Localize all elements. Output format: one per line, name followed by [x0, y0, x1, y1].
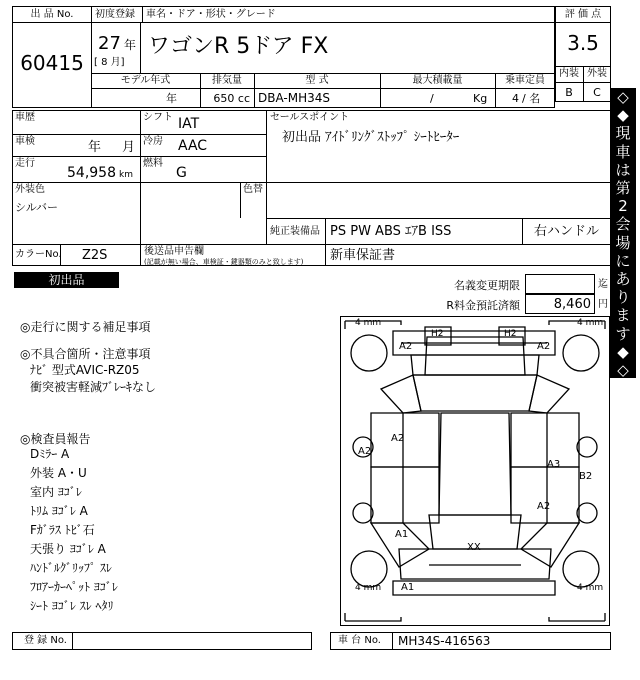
type-label: 型 式	[305, 75, 329, 86]
car-name: ワゴンR 5ドア FX	[148, 34, 329, 59]
mark-left-fender: A2	[358, 446, 372, 457]
capacity-unit: / 名	[522, 92, 541, 105]
aftermarket-note: (記載が無い場合、車検証・鍵器類のみと致します)	[144, 258, 304, 266]
mark-front-bumper-right: A2	[537, 341, 551, 352]
max-load-unit: Kg	[473, 92, 488, 105]
mark-left-front-door: A2	[391, 433, 405, 444]
inspection-month: 月	[122, 140, 136, 155]
mileage-label: 走行	[15, 158, 35, 169]
side-banner-char: ◇	[617, 88, 629, 106]
side-banner-char: は	[615, 160, 631, 179]
side-banner-char: あ	[615, 270, 631, 289]
grade-score: 3.5	[567, 31, 599, 55]
side-banner-char: 車	[615, 142, 631, 161]
mark-right-rear-door: A3	[547, 459, 561, 470]
max-load-slash: /	[430, 92, 434, 105]
first-reg-label: 初度登録	[95, 9, 135, 20]
max-load-label: 最大積載量	[412, 75, 463, 86]
tire-rear-left: 4 mm	[355, 583, 382, 593]
reg-month: [ 8 月]	[94, 57, 125, 68]
lot-no-label: 出 品 No.	[30, 9, 74, 20]
side-banner-char: ◆	[617, 106, 629, 125]
genuine-equipment: PS PW ABS ｴｱB ISS	[330, 224, 452, 239]
steering-side: 右ハンドル	[533, 224, 599, 239]
sales-points: 初出品 ｱｲﾄﾞﾘﾝｸﾞｽﾄｯﾌﾟ ｼｰﾄﾋｰﾀｰ	[282, 130, 460, 145]
name-change-unit: 迄	[598, 279, 608, 290]
recolor-label: 色替	[243, 184, 263, 195]
aftermarket-label: 後送品申告欄	[144, 246, 204, 257]
mark-left-sill: A1	[395, 529, 409, 540]
history-label: 車歴	[15, 112, 35, 123]
car-info-label: 車名・ドア・形状・グレード	[146, 9, 276, 20]
mark-headlight-left: H2	[431, 329, 444, 339]
grade-label: 評 価 点	[564, 9, 602, 20]
side-banner-char: ◇	[617, 361, 629, 380]
model-year-unit: 年	[166, 92, 177, 105]
side-banner-char: 2	[618, 197, 628, 216]
fuel-value: G	[176, 165, 187, 181]
ext-color-label: 外装色	[15, 184, 45, 195]
inspector-line: 天張り ﾖｺﾞﾚ A	[30, 542, 106, 556]
capacity-label: 乗車定員	[505, 75, 545, 86]
mark-right-fender: A2	[537, 501, 551, 512]
mark-right-rear-panel: B2	[579, 471, 593, 482]
car-outline	[341, 317, 609, 625]
recycle-amount: 8,460	[553, 297, 591, 312]
ext-color-value: シルバー	[15, 201, 58, 214]
chassis-label: 車 台 No.	[338, 635, 381, 646]
first-listing-banner: 初出品	[14, 272, 119, 288]
color-no-label: カラーNo.	[15, 249, 62, 260]
inspector-line: Fｶﾞﾗｽ ﾄﾋﾞ石	[30, 523, 95, 537]
side-banner-char: 会	[615, 215, 631, 234]
side-banner-char: 現	[615, 124, 631, 143]
capacity: 4	[512, 92, 519, 105]
reg-year: 27	[98, 33, 121, 54]
inspection-year: 年	[88, 140, 102, 155]
inspector-line: ﾊﾝﾄﾞﾙｸﾞﾘｯﾌﾟ ｽﾚ	[30, 561, 112, 575]
interior-grade: B	[565, 86, 573, 99]
aircon-value: AAC	[178, 138, 208, 154]
displacement: 650 cc	[213, 92, 250, 105]
side-banner-char: す	[615, 324, 631, 343]
inspector-header: ◎検査員報告	[20, 432, 91, 446]
displacement-label: 排気量	[212, 75, 242, 86]
defect-line: 衝突被害軽減ﾌﾞﾚｰｷなし	[30, 380, 157, 394]
mark-headlight-right: H2	[504, 329, 517, 339]
exterior-grade: C	[593, 86, 601, 99]
aircon-label: 冷房	[143, 136, 163, 147]
tire-rear-right: 4 mm	[577, 583, 604, 593]
exterior-label: 外装	[587, 68, 607, 79]
side-banner-char: ま	[615, 306, 631, 325]
recycle-label: R料金預託済額	[446, 299, 520, 312]
model-year-label: モデル年式	[120, 75, 171, 86]
recycle-unit: 円	[598, 299, 608, 310]
defects-header: ◎不具合箇所・注意事項	[20, 347, 151, 361]
inspector-line: ﾄﾘﾑ ﾖｺﾞﾚ A	[30, 504, 88, 518]
inspector-line: ｼｰﾄ ﾖｺﾞﾚ ｽﾚ ﾍﾀﾘ	[30, 599, 114, 613]
reg-no-label: 登 録 No.	[24, 635, 67, 646]
inspection-label: 車検	[15, 136, 35, 147]
sales-points-label: セールスポイント	[270, 112, 350, 123]
mark-rear-glass: XX	[467, 542, 481, 553]
vehicle-type: DBA-MH34S	[258, 91, 331, 105]
name-change-field	[525, 274, 595, 294]
inspector-line: 室内 ﾖｺﾞﾚ	[30, 485, 82, 499]
side-banner-char: 場	[615, 233, 631, 252]
mark-front-bumper-left: A2	[399, 341, 413, 352]
inspector-line: 外装 A・U	[30, 466, 87, 480]
side-banner-char: に	[615, 251, 631, 270]
tire-front-right: 4 mm	[577, 318, 604, 328]
shift-value: IAT	[178, 116, 200, 132]
tire-front-left: 4 mm	[355, 318, 382, 328]
side-banner-char: り	[615, 288, 631, 307]
inspector-line: Dﾐﾗｰ A	[30, 447, 70, 461]
shift-label: シフト	[143, 112, 173, 123]
mileage-value: 54,958	[67, 165, 116, 181]
damage-diagram	[340, 316, 610, 626]
mileage-unit: km	[119, 170, 133, 180]
reg-year-unit: 年	[124, 38, 137, 52]
supplement-header: ◎走行に関する補足事項	[20, 320, 151, 334]
mark-rear-bumper-left: A1	[401, 582, 415, 593]
interior-label: 内装	[559, 68, 579, 79]
defect-line: ﾅﾋﾞ 型式AVIC-RZ05	[30, 363, 140, 377]
name-change-label: 名義変更期限	[454, 279, 520, 292]
side-banner-char: 第	[615, 179, 631, 198]
chassis-no: MH34S-416563	[398, 634, 491, 648]
fuel-label: 燃料	[143, 158, 163, 169]
inspector-line: ﾌﾛｱｰｶｰﾍﾟｯﾄ ﾖｺﾞﾚ	[30, 580, 118, 594]
lot-no: 60415	[20, 51, 84, 75]
side-banner-char: ◆	[617, 342, 629, 361]
warranty: 新車保証書	[330, 248, 396, 263]
vehicle-location-banner	[610, 88, 636, 378]
color-no-value: Z2S	[82, 248, 108, 263]
genuine-label: 純正装備品	[270, 226, 320, 237]
